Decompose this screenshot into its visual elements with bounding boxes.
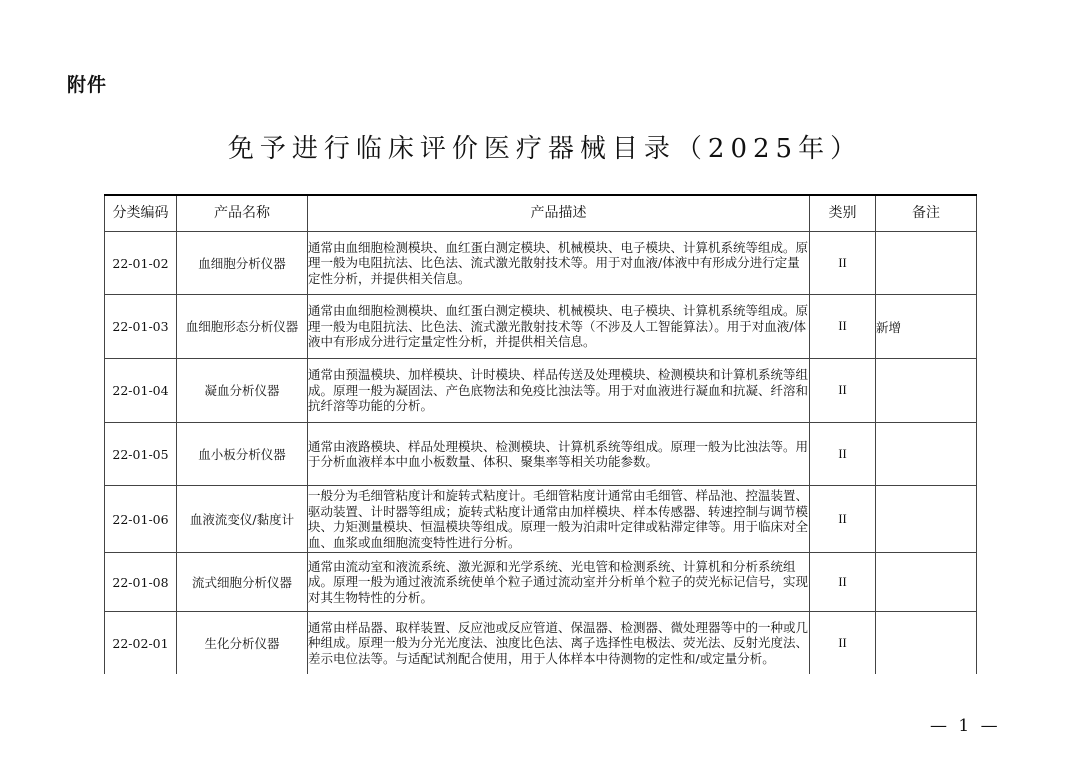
table-header-row	[105, 195, 977, 232]
cell-name: 血小板分析仪器	[177, 423, 308, 486]
cell-name: 生化分析仪器	[177, 612, 308, 675]
table-row	[105, 232, 977, 295]
cell-name: 凝血分析仪器	[177, 359, 308, 423]
cell-class: II	[810, 486, 876, 553]
cell-class: II	[810, 295, 876, 359]
header-name: 产品名称	[177, 195, 308, 232]
cell-name: 血细胞分析仪器	[177, 232, 308, 295]
cell-note	[876, 553, 977, 612]
table-row	[105, 553, 977, 612]
page-title: 免予进行临床评价医疗器械目录（2025年）	[227, 134, 863, 164]
cell-note	[876, 486, 977, 553]
cell-name: 流式细胞分析仪器	[177, 553, 308, 612]
header-description: 产品描述	[308, 195, 810, 232]
cell-code: 22-01-03	[105, 295, 177, 359]
cell-code: 22-01-05	[105, 423, 177, 486]
table-row	[105, 295, 977, 359]
cell-class: II	[810, 232, 876, 295]
device-catalog-table	[104, 194, 977, 674]
attachment-label: 附件	[67, 74, 108, 96]
page-number: — 1 —	[930, 716, 1001, 736]
cell-code: 22-01-04	[105, 359, 177, 423]
cell-note	[876, 423, 977, 486]
cell-description: 通常由液路模块、样品处理模块、检测模块、计算机系统等组成。原理一般为比浊法等。用于分析血液样本中血小板数量、体积、聚集率等相关功能参数。	[308, 423, 810, 486]
table-row	[105, 486, 977, 553]
cell-description: 一般分为毛细管粘度计和旋转式粘度计。毛细管粘度计通常由毛细管、样品池、控温装置、驱动装置、计时器等组成；旋转式粘度计通常由加样模块、样本传感器、转速控制与调节模块、力矩测量模块、恒温模块等组成。原理一般为泊肃叶定律或粘滞定律等。用于临床对全血、血浆或血细胞流变特性进行分析。	[308, 486, 810, 553]
cell-description: 通常由血细胞检测模块、血红蛋白测定模块、机械模块、电子模块、计算机系统等组成。原理一般为电阻抗法、比色法、流式激光散射技术等。用于对血液/体液中有形成分进行定量定性分析，并提供相关信息。	[308, 232, 810, 295]
table-row	[105, 359, 977, 423]
cell-class: II	[810, 553, 876, 612]
cell-name: 血液流变仪/黏度计	[177, 486, 308, 553]
cell-note: 新增	[876, 295, 977, 359]
cell-class: II	[810, 359, 876, 423]
cell-class: II	[810, 612, 876, 675]
header-class: 类别	[810, 195, 876, 232]
cell-note	[876, 612, 977, 675]
cell-note	[876, 359, 977, 423]
cell-code: 22-02-01	[105, 612, 177, 675]
cell-description: 通常由预温模块、加样模块、计时模块、样品传送及处理模块、检测模块和计算机系统等组成。原理一般为凝固法、产色底物法和免疫比浊法等。用于对血液进行凝血和抗凝、纤溶和抗纤溶等功能的分析。	[308, 359, 810, 423]
cell-description: 通常由血细胞检测模块、血红蛋白测定模块、机械模块、电子模块、计算机系统等组成。原理一般为电阻抗法、比色法、流式激光散射技术等（不涉及人工智能算法）。用于对血液/体液中有形成分进行定量定性分析，并提供相关信息。	[308, 295, 810, 359]
cell-code: 22-01-06	[105, 486, 177, 553]
cell-code: 22-01-02	[105, 232, 177, 295]
cell-description: 通常由样品器、取样装置、反应池或反应管道、保温器、检测器、微处理器等中的一种或几种组成。原理一般为分光光度法、浊度比色法、离子选择性电极法、荧光法、反射光度法、差示电位法等。与适配试剂配合使用，用于人体样本中待测物的定性和/或定量分析。	[308, 612, 810, 675]
cell-name: 血细胞形态分析仪器	[177, 295, 308, 359]
header-code: 分类编码	[105, 195, 177, 232]
table-row	[105, 423, 977, 486]
table-row	[105, 612, 977, 675]
cell-note	[876, 232, 977, 295]
header-note: 备注	[876, 195, 977, 232]
cell-description: 通常由流动室和液流系统、激光源和光学系统、光电管和检测系统、计算机和分析系统组成。原理一般为通过液流系统使单个粒子通过流动室并分析单个粒子的荧光标记信号，实现对其生物特性的分析。	[308, 553, 810, 612]
cell-class: II	[810, 423, 876, 486]
cell-code: 22-01-08	[105, 553, 177, 612]
